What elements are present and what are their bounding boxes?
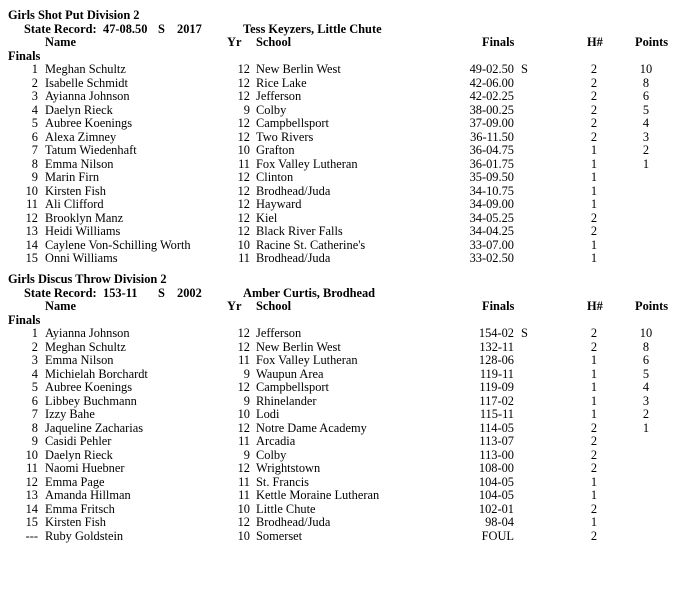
result-row [0, 63, 675, 77]
heat-number: 1 [590, 515, 598, 529]
header-points: Points [635, 299, 669, 313]
result-row [0, 503, 675, 517]
result-place: 2 [31, 75, 38, 90]
athlete-year: 10 [237, 501, 250, 516]
result-row [0, 462, 675, 476]
school-name: Brodhead/Juda [256, 515, 331, 529]
final-mark: 35-09.50 [469, 170, 514, 184]
athlete-name: Casidi Pehler [45, 434, 112, 448]
athlete-year: 12 [237, 515, 250, 529]
result-place: 4 [31, 366, 38, 381]
athlete-year: 12 [237, 210, 250, 225]
header-school: School [256, 299, 292, 313]
record-flag: S [521, 326, 528, 340]
result-row [0, 144, 675, 158]
athlete-name: Libbey Buchmann [45, 393, 137, 408]
result-row [0, 252, 675, 266]
heat-number: 1 [590, 366, 598, 381]
result-row [0, 381, 675, 395]
heat-number: 2 [590, 501, 598, 516]
athlete-name: Isabelle Schmidt [45, 75, 128, 90]
school-name: Fox Valley Lutheran [256, 156, 358, 171]
school-name: Fox Valley Lutheran [256, 353, 358, 367]
result-place: 14 [25, 237, 38, 252]
athlete-year: 12 [237, 461, 250, 475]
school-name: Lodi [256, 407, 280, 421]
final-mark: 115-11 [479, 407, 514, 421]
school-name: Racine St. Catherine's [256, 237, 366, 252]
header-heat: H# [587, 299, 603, 313]
result-place: --- [25, 528, 38, 543]
athlete-name: Emma Page [45, 474, 105, 489]
final-mark: 132-11 [479, 339, 514, 354]
final-mark: 104-05 [478, 474, 514, 489]
athlete-year: 11 [238, 434, 250, 448]
result-place: 9 [31, 434, 38, 448]
state-record-line [0, 23, 675, 37]
points-value: 8 [642, 339, 650, 354]
athlete-year: 12 [237, 339, 250, 354]
heat-number: 2 [590, 75, 598, 90]
header-yr: Yr [227, 35, 242, 49]
athlete-name: Kirsten Fish [45, 515, 106, 529]
school-name: Waupun Area [256, 366, 324, 381]
result-row [0, 117, 675, 131]
points-value: 8 [642, 75, 650, 90]
final-mark: 49-02.50 [469, 62, 514, 76]
result-row [0, 408, 675, 422]
result-row [0, 530, 675, 544]
result-row [0, 77, 675, 91]
school-name: Notre Dame Academy [256, 420, 367, 435]
result-row [0, 158, 675, 172]
athlete-name: Meghan Schultz [45, 62, 126, 76]
header-finals: Finals [482, 299, 515, 313]
final-mark: 117-02 [479, 393, 514, 408]
school-name: Kiel [256, 210, 278, 225]
heat-number: 2 [590, 129, 598, 144]
final-mark: 42-06.00 [469, 75, 514, 90]
result-place: 1 [31, 326, 38, 340]
school-name: Colby [256, 102, 287, 117]
section-label: Finals [8, 312, 41, 327]
result-place: 11 [26, 461, 38, 475]
athlete-name: Michielah Borchardt [45, 366, 148, 381]
athlete-name: Heidi Williams [45, 224, 121, 238]
final-mark: 119-11 [479, 366, 514, 381]
athlete-year: 11 [238, 474, 250, 489]
result-place: 3 [31, 353, 38, 367]
heat-number: 2 [590, 434, 598, 448]
athlete-year: 12 [237, 420, 250, 435]
school-name: St. Francis [256, 474, 310, 489]
points-value: 6 [642, 89, 650, 103]
heat-number: 1 [590, 474, 598, 489]
final-mark: 34-05.25 [469, 210, 514, 225]
header-school: School [256, 35, 292, 49]
school-name: New Berlin West [256, 339, 341, 354]
final-mark: 33-07.00 [469, 237, 514, 252]
school-name: Campbellsport [256, 116, 329, 130]
result-place: 10 [25, 183, 38, 198]
school-name: Grafton [256, 143, 295, 157]
heat-number: 2 [590, 447, 598, 462]
heat-number: 1 [590, 251, 598, 265]
final-mark: 36-11.50 [470, 129, 514, 144]
heat-number: 2 [590, 62, 598, 76]
result-place: 11 [26, 197, 38, 211]
heat-number: 1 [590, 197, 598, 211]
final-mark: 34-04.25 [469, 224, 514, 238]
athlete-name: Izzy Bahe [45, 407, 95, 421]
result-row [0, 489, 675, 503]
record-holder: Amber Curtis, Brodhead [243, 285, 376, 300]
heat-number: 1 [590, 143, 598, 157]
athlete-name: Aubree Koenings [45, 380, 133, 394]
column-header-row [0, 36, 675, 50]
points-value: 1 [642, 420, 650, 435]
points-value: 3 [642, 393, 650, 408]
result-row [0, 395, 675, 409]
final-mark: 104-05 [478, 488, 514, 502]
result-place: 7 [31, 407, 38, 421]
athlete-name: Kirsten Fish [45, 183, 106, 198]
heat-number: 2 [590, 461, 598, 475]
school-name: New Berlin West [256, 62, 341, 76]
points-value: 2 [642, 143, 650, 157]
points-value: 4 [642, 116, 650, 130]
heat-number: 2 [590, 116, 598, 130]
athlete-name: Naomi Huebner [45, 461, 125, 475]
result-row [0, 368, 675, 382]
result-row [0, 476, 675, 490]
record-flag: S [158, 21, 165, 36]
points-value: 10 [639, 62, 653, 76]
athlete-year: 12 [237, 326, 250, 340]
result-place: 8 [31, 420, 38, 435]
result-place: 15 [25, 515, 38, 529]
heat-number: 1 [590, 237, 598, 252]
final-mark: 128-06 [478, 353, 514, 367]
athlete-year: 12 [237, 224, 250, 238]
athlete-year: 12 [237, 170, 250, 184]
heat-number: 1 [590, 380, 598, 394]
event-title-line [0, 9, 675, 23]
heat-number: 1 [590, 156, 598, 171]
points-value: 5 [642, 102, 650, 117]
event-title: Girls Discus Throw Division 2 [8, 272, 167, 286]
heat-number: 2 [590, 326, 598, 340]
athlete-name: Ali Clifford [45, 197, 104, 211]
athlete-name: Ruby Goldstein [45, 528, 124, 543]
school-name: Arcadia [256, 434, 296, 448]
athlete-name: Ayianna Johnson [45, 326, 130, 340]
record-year: 2017 [177, 21, 202, 36]
record-year: 2002 [177, 285, 202, 300]
school-name: Brodhead/Juda [256, 183, 331, 198]
athlete-year: 10 [237, 407, 250, 421]
school-name: Hayward [256, 197, 302, 211]
athlete-year: 11 [238, 156, 250, 171]
result-row [0, 185, 675, 199]
final-mark: 33-02.50 [469, 251, 514, 265]
heat-number: 2 [590, 89, 598, 103]
heat-number: 2 [590, 528, 598, 543]
result-row [0, 171, 675, 185]
result-place: 13 [25, 224, 38, 238]
athlete-name: Alexa Zimney [45, 129, 117, 144]
athlete-year: 9 [243, 447, 250, 462]
heat-number: 2 [590, 224, 598, 238]
points-value: 1 [642, 156, 650, 171]
athlete-year: 10 [237, 143, 250, 157]
athlete-year: 10 [237, 237, 250, 252]
header-yr: Yr [227, 299, 242, 313]
result-row [0, 131, 675, 145]
athlete-year: 12 [237, 380, 250, 394]
result-row [0, 198, 675, 212]
result-row [0, 327, 675, 341]
header-points: Points [635, 35, 669, 49]
school-name: Clinton [256, 170, 294, 184]
header-heat: H# [587, 35, 603, 49]
event-title-line [0, 273, 675, 287]
athlete-year: 10 [237, 528, 250, 543]
result-place: 1 [31, 62, 38, 76]
final-mark: 119-09 [479, 380, 514, 394]
result-place: 14 [25, 501, 38, 516]
heat-number: 2 [590, 102, 598, 117]
school-name: Jefferson [256, 89, 302, 103]
result-place: 3 [31, 89, 38, 103]
points-value: 6 [642, 353, 650, 367]
result-place: 12 [25, 474, 38, 489]
final-mark: 108-00 [478, 461, 514, 475]
school-name: Somerset [256, 528, 303, 543]
athlete-name: Daelyn Rieck [45, 447, 113, 462]
points-value: 4 [642, 380, 650, 394]
athlete-year: 12 [237, 62, 250, 76]
record-mark: 47-08.50 [103, 21, 148, 36]
athlete-name: Emma Nilson [45, 156, 114, 171]
school-name: Two Rivers [256, 129, 314, 144]
athlete-name: Emma Nilson [45, 353, 114, 367]
athlete-year: 11 [238, 353, 250, 367]
points-value: 10 [639, 326, 653, 340]
result-place: 4 [31, 102, 38, 117]
record-flag: S [158, 285, 165, 300]
result-row [0, 90, 675, 104]
result-place: 5 [31, 380, 38, 394]
school-name: Rhinelander [256, 393, 317, 408]
result-row [0, 354, 675, 368]
athlete-year: 12 [237, 89, 250, 103]
heat-number: 2 [590, 420, 598, 435]
final-mark: FOUL [481, 528, 514, 543]
heat-number: 1 [590, 393, 598, 408]
heat-number: 2 [590, 339, 598, 354]
final-mark: 34-09.00 [469, 197, 514, 211]
athlete-year: 12 [237, 75, 250, 90]
points-value: 2 [642, 407, 650, 421]
athlete-name: Marin Firn [45, 170, 100, 184]
athlete-name: Caylene Von-Schilling Worth [45, 237, 191, 252]
athlete-name: Emma Fritsch [45, 501, 115, 516]
school-name: Wrightstown [256, 461, 321, 475]
athlete-name: Daelyn Rieck [45, 102, 113, 117]
athlete-year: 9 [243, 102, 250, 117]
athlete-name: Amanda Hillman [45, 488, 131, 502]
header-name: Name [45, 35, 76, 49]
result-row [0, 449, 675, 463]
school-name: Black River Falls [256, 224, 343, 238]
athlete-year: 11 [238, 488, 250, 502]
heat-number: 1 [590, 353, 598, 367]
final-mark: 102-01 [478, 501, 514, 516]
record-label: State Record: [24, 21, 97, 36]
final-mark: 42-02.25 [469, 89, 514, 103]
final-mark: 36-01.75 [469, 156, 514, 171]
school-name: Jefferson [256, 326, 302, 340]
points-value: 5 [642, 366, 650, 381]
final-mark: 114-05 [479, 420, 514, 435]
school-name: Campbellsport [256, 380, 329, 394]
result-place: 15 [25, 251, 38, 265]
final-mark: 113-00 [479, 447, 514, 462]
result-row [0, 516, 675, 530]
athlete-year: 12 [237, 183, 250, 198]
result-row [0, 212, 675, 226]
result-place: 13 [25, 488, 38, 502]
final-mark: 113-07 [479, 434, 514, 448]
record-label: State Record: [24, 285, 97, 300]
final-mark: 98-04 [485, 515, 514, 529]
school-name: Kettle Moraine Lutheran [256, 488, 380, 502]
athlete-name: Ayianna Johnson [45, 89, 130, 103]
result-place: 6 [31, 129, 38, 144]
athlete-year: 9 [243, 366, 250, 381]
athlete-name: Meghan Schultz [45, 339, 126, 354]
athlete-name: Onni Williams [45, 251, 118, 265]
school-name: Colby [256, 447, 287, 462]
section-label: Finals [8, 48, 41, 63]
result-place: 12 [25, 210, 38, 225]
athlete-name: Brooklyn Manz [45, 210, 124, 225]
column-header-row [0, 300, 675, 314]
header-name: Name [45, 299, 76, 313]
final-mark: 37-09.00 [469, 116, 514, 130]
result-row [0, 422, 675, 436]
event-title: Girls Shot Put Division 2 [8, 8, 140, 22]
athlete-year: 9 [243, 393, 250, 408]
result-row [0, 341, 675, 355]
result-place: 5 [31, 116, 38, 130]
school-name: Brodhead/Juda [256, 251, 331, 265]
header-finals: Finals [482, 35, 515, 49]
athlete-year: 12 [237, 197, 250, 211]
athlete-name: Tatum Wiedenhaft [45, 143, 137, 157]
final-mark: 38-00.25 [469, 102, 514, 117]
heat-number: 1 [590, 170, 598, 184]
result-place: 9 [31, 170, 38, 184]
athlete-name: Aubree Koenings [45, 116, 133, 130]
result-row [0, 104, 675, 118]
result-row [0, 239, 675, 253]
section-label-line [0, 50, 675, 64]
result-place: 10 [25, 447, 38, 462]
athlete-name: Jaqueline Zacharias [45, 420, 144, 435]
result-place: 8 [31, 156, 38, 171]
result-place: 7 [31, 143, 38, 157]
record-flag: S [521, 62, 528, 76]
heat-number: 1 [590, 183, 598, 198]
final-mark: 34-10.75 [469, 183, 514, 198]
athlete-year: 12 [237, 116, 250, 130]
school-name: Little Chute [256, 501, 316, 516]
heat-number: 1 [590, 407, 598, 421]
record-mark: 153-11 [103, 285, 138, 300]
athlete-year: 11 [238, 251, 250, 265]
school-name: Rice Lake [256, 75, 307, 90]
final-mark: 154-02 [478, 326, 514, 340]
points-value: 3 [642, 129, 650, 144]
result-place: 6 [31, 393, 38, 408]
record-holder: Tess Keyzers, Little Chute [243, 21, 382, 36]
result-row [0, 225, 675, 239]
heat-number: 1 [590, 488, 598, 502]
athlete-year: 12 [237, 129, 250, 144]
section-label-line [0, 314, 675, 328]
result-row [0, 435, 675, 449]
final-mark: 36-04.75 [469, 143, 514, 157]
heat-number: 2 [590, 210, 598, 225]
result-place: 2 [31, 339, 38, 354]
state-record-line [0, 287, 675, 301]
